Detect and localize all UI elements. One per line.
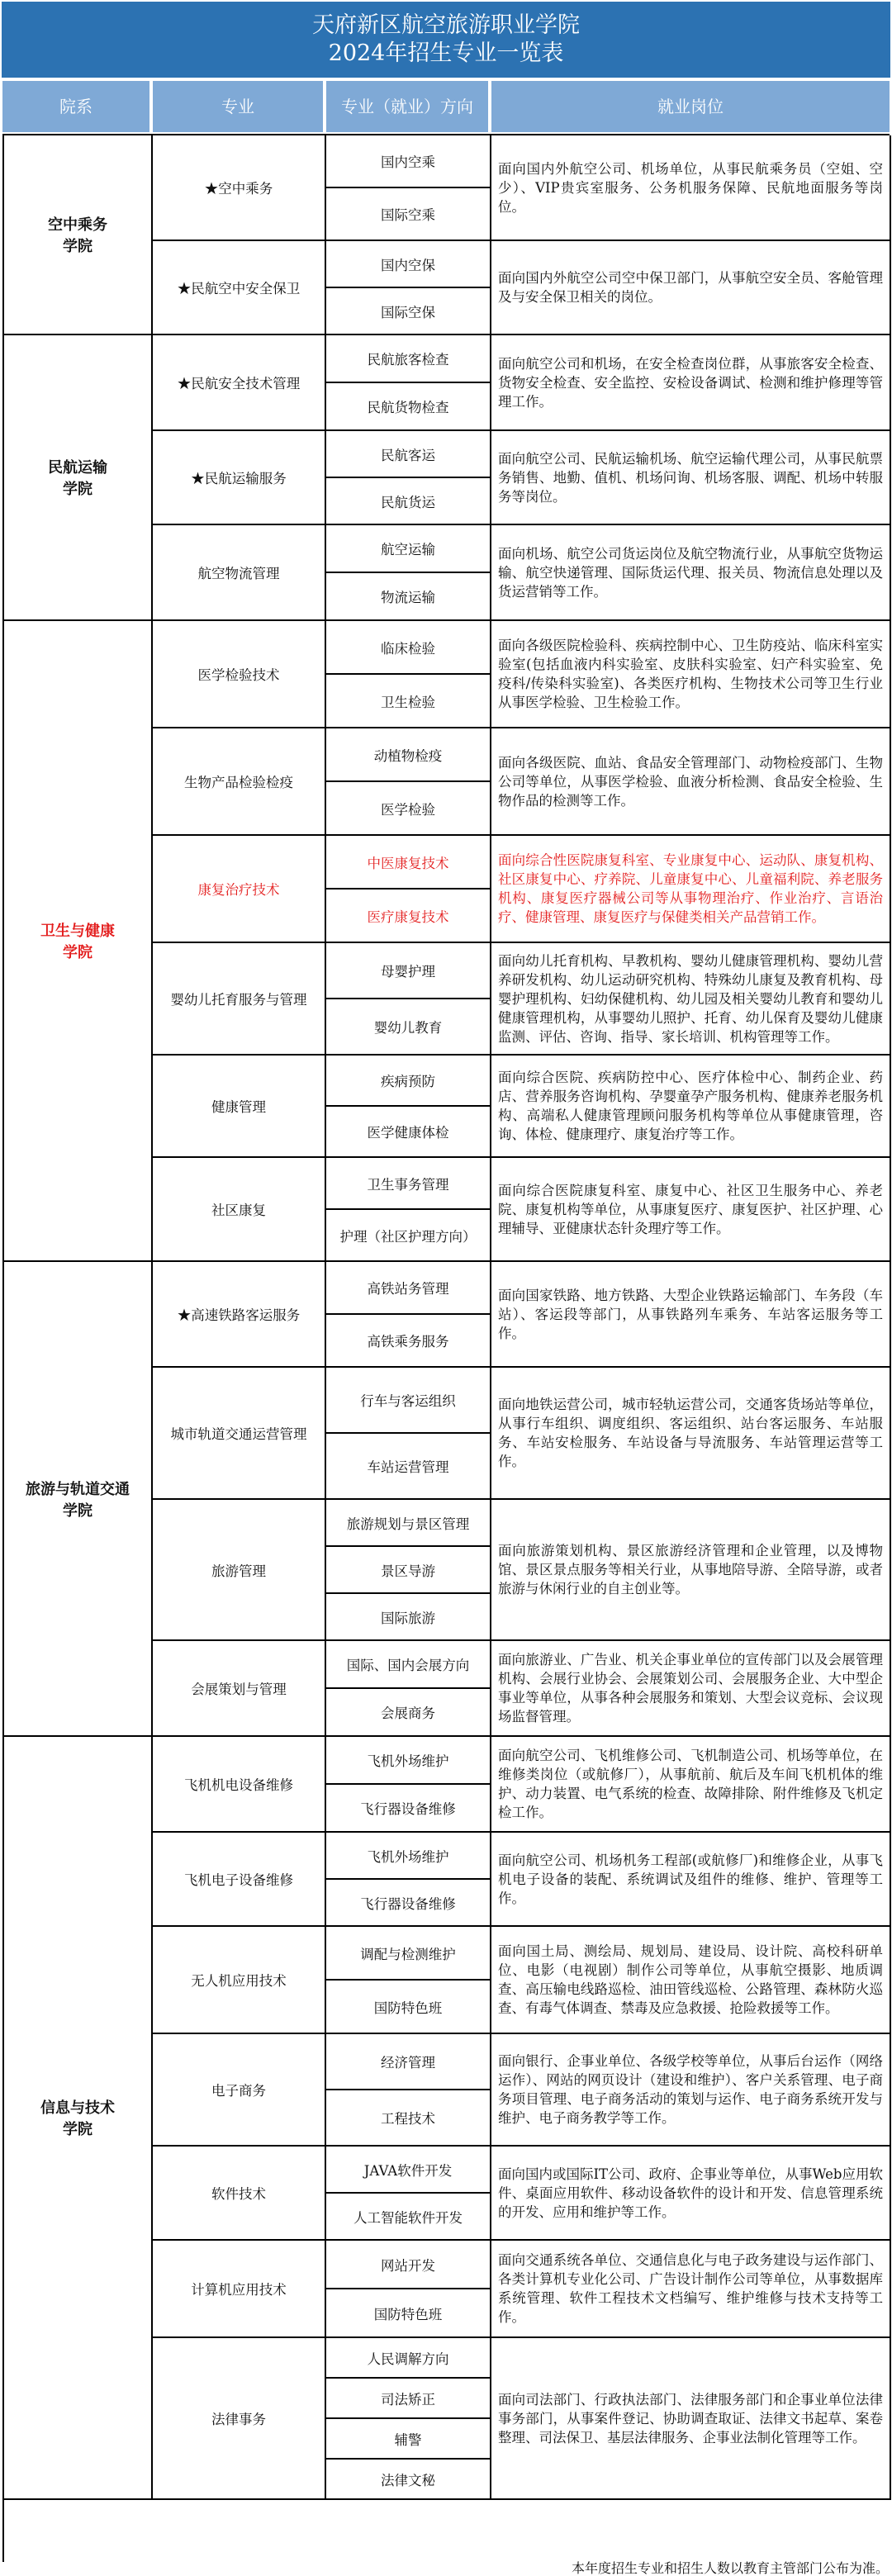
major-cell: 康复治疗技术 [153,836,326,943]
direction-cell: 母婴护理 [326,943,491,999]
direction-cell: 飞机外场维护 [326,1737,491,1785]
jobs-cell: 面向旅游策划机构、景区旅游经济管理和企业管理，以及博物馆、景区景点服务等相关行业，从事地陪导游、全陪导游，或者旅游与休闲行业的自主创业等。 [491,1500,891,1641]
major-cell: 婴幼儿托育服务与管理 [153,943,326,1056]
direction-cell: 中医康复技术 [326,836,491,890]
major-cell: 无人机应用技术 [153,1927,326,2034]
jobs-cell: 面向地铁运营公司，城市轻轨运营公司，交通客货场站等单位，从事行车组织、调度组织、客运组织、站台客运服务、车站服务、车站安检服务、车站设备与导流服务、车站管理运营等工作。 [491,1368,891,1500]
direction-cell: 民航货运 [326,478,491,525]
jobs-cell: 面向国内外航空公司、机场单位，从事民航乘务员（空姐、空少）、VIP贵宾室服务、公务机服务保障、民航地面服务等岗位。 [491,135,891,241]
school-name: 天府新区航空旅游职业学院 [312,12,580,38]
direction-cell: 医学检验 [326,782,491,836]
jobs-cell: 面向国内外航空公司空中保卫部门，从事航空安全员、客舱管理及与安全保卫相关的岗位。 [491,241,891,335]
jobs-cell: 面向各级医院、血站、食品安全管理部门、动物检疫部门、生物公司等单位，从事医学检验、血液分析检测、食品安全检验、生物作品的检测等工作。 [491,728,891,836]
direction-cell: 国际空乘 [326,188,491,241]
direction-cell: 国防特色班 [326,1981,491,2034]
jobs-cell: 面向航空公司、机场机务工程部(或航修厂)和维修企业，从事飞机电子设备的装配、系统调试及组件的维修、维护、管理等工作。 [491,1833,891,1927]
jobs-cell: 面向司法部门、行政执法部门、法律服务部门和企事业单位法律事务部门，从事案件登记、协助调查取证、法律文书起草、案卷整理、司法保卫、基层法律服务、企事业法制化管理等工作。 [491,2338,891,2500]
major-cell: 社区康复 [153,1158,326,1262]
direction-cell: 会展商务 [326,1689,491,1737]
jobs-cell: 面向国土局、测绘局、规划局、建设局、设计院、高校科研单位、电影（电视剧）制作公司等单位，从事航空摄影、地质调查、高压输电线路巡检、油田管线巡检、公路管理、森林防火巡查、有毒气体调查、禁毒及应急救援、抢险救援等工作。 [491,1927,891,2034]
major-cell: 航空物流管理 [153,525,326,621]
direction-cell: 国内空乘 [326,135,491,188]
college-cell: 旅游与轨道交通 学院 [4,1262,153,1737]
jobs-cell: 面向国内或国际IT公司、政府、企事业等单位，从事Web应用软件、桌面应用软件、移动设备软件的设计和开发、信息管理系统的开发、应用和维护等工作。 [491,2147,891,2241]
direction-cell: 高铁乘务服务 [326,1315,491,1368]
direction-cell: 航空运输 [326,525,491,573]
major-cell: ★民航安全技术管理 [153,335,326,431]
jobs-cell: 面向各级医院检验科、疾病控制中心、卫生防疫站、临床科室实验室(包括血液内科实验室、皮肤科实验室、妇产科实验室、免疫科/传染科实验室)、各类医疗机构、生物技术公司等卫生行业从事医学检验、卫生检验工作。 [491,621,891,728]
jobs-cell: 面向银行、企事业单位、各级学校等单位，从事后台运作（网络运作）、网站的网页设计（建设和维护）、客户关系管理、电子商务项目管理、电子商务活动的策划与运作、电子商务系统开发与维护、电子商务教学等工作。 [491,2034,891,2147]
direction-cell: 飞机外场维护 [326,1833,491,1880]
jobs-cell: 面向国家铁路、地方铁路、大型企业铁路运输部门、车务段（车站）、客运段等部门，从事铁路列车乘务、车站客运服务等工作。 [491,1262,891,1368]
major-cell: 会展策划与管理 [153,1641,326,1737]
jobs-cell: 面向综合医院康复科室、康复中心、社区卫生服务中心、养老院、康复机构等单位，从事康复医疗、康复医护、社区护理、心理辅导、亚健康状态针灸理疗等工作。 [491,1158,891,1262]
major-cell: 计算机应用技术 [153,2241,326,2338]
header-college: 院系 [2,81,149,132]
direction-cell: 人工智能软件开发 [326,2194,491,2241]
direction-cell: 物流运输 [326,573,491,621]
footer-note: 本年度招生专业和招生人数以教育主管部门公布为准。 [571,2560,889,2576]
direction-cell: 国际空保 [326,288,491,335]
direction-cell: 国防特色班 [326,2289,491,2338]
direction-cell: 法律文秘 [326,2460,491,2500]
major-cell: 法律事务 [153,2338,326,2500]
direction-cell: 民航客运 [326,431,491,478]
jobs-cell: 面向航空公司、民航运输机场、航空运输代理公司，从事民航票务销售、地勤、值机、机场问询、机场客服、调配、机场中转服务等岗位。 [491,431,891,525]
direction-cell: 飞行器设备维修 [326,1785,491,1833]
direction-cell: 护理（社区护理方向） [326,1210,491,1262]
major-cell: 飞机电子设备维修 [153,1833,326,1927]
direction-cell: 国内空保 [326,241,491,288]
direction-cell: 景区导游 [326,1547,491,1594]
direction-cell: 民航货物检查 [326,383,491,431]
college-cell: 卫生与健康 学院 [4,621,153,1262]
direction-cell: 司法矫正 [326,2379,491,2419]
major-cell: 飞机机电设备维修 [153,1737,326,1833]
jobs-cell: 面向交通系统各单位、交通信息化与电子政务建设与运作部门、各类计算机专业化公司、广告设计制作公司等单位，从事数据库系统管理、软件工程技术文档编写、维护维修与技术支持等工作。 [491,2241,891,2338]
direction-cell: 动植物检疫 [326,728,491,782]
jobs-cell: 面向综合性医院康复科室、专业康复中心、运动队、康复机构、社区康复中心、疗养院、儿童康复中心、儿童福利院、养老服务机构、康复医疗器械公司等从事物理治疗、作业治疗、言语治疗、健康管理、康复医疗与保健类相关产品营销工作。 [491,836,891,943]
direction-cell: JAVA软件开发 [326,2147,491,2194]
major-cell: 健康管理 [153,1056,326,1158]
direction-cell: 国际旅游 [326,1594,491,1641]
direction-cell: 民航旅客检查 [326,335,491,383]
major-cell: 医学检验技术 [153,621,326,728]
direction-cell: 疾病预防 [326,1056,491,1107]
major-cell: ★空中乘务 [153,135,326,241]
direction-cell: 工程技术 [326,2090,491,2147]
direction-cell: 卫生事务管理 [326,1158,491,1210]
jobs-cell: 面向综合医院、疾病防控中心、医疗体检中心、制药企业、药店、营养服务咨询机构、孕婴童孕产服务机构、健康养老服务机构、高端私人健康管理顾问服务机构等单位从事健康管理，咨询、体检、健康理疗、康复治疗等工作。 [491,1056,891,1158]
major-cell: 城市轨道交通运营管理 [153,1368,326,1500]
college-cell: 民航运输 学院 [4,335,153,621]
direction-cell: 医学健康体检 [326,1107,491,1158]
jobs-cell: 面向航空公司和机场，在安全检查岗位群，从事旅客安全检查、货物安全检查、安全监控、安检设备调试、检测和维护修理等管理工作。 [491,335,891,431]
direction-cell: 调配与检测维护 [326,1927,491,1981]
college-cell: 空中乘务 学院 [4,135,153,335]
jobs-cell: 面向旅游业、广告业、机关企事业单位的宣传部门以及会展管理机构、会展行业协会、会展策划公司、会展服务企业、大中型企事业等单位，从事各种会展服务和策划、大型会议竞标、会议现场监督管理。 [491,1641,891,1737]
college-cell: 信息与技术 学院 [4,1737,153,2500]
direction-cell: 辅警 [326,2419,491,2460]
page-title-banner [2,2,890,78]
majors-table [2,134,890,2562]
direction-cell: 临床检验 [326,621,491,675]
direction-cell: 人民调解方向 [326,2338,491,2379]
major-cell: ★民航运输服务 [153,431,326,525]
direction-cell: 国际、国内会展方向 [326,1641,491,1689]
major-cell: 旅游管理 [153,1500,326,1641]
major-cell: 电子商务 [153,2034,326,2147]
major-cell: ★民航空中安全保卫 [153,241,326,335]
jobs-cell: 面向机场、航空公司货运岗位及航空物流行业，从事航空货物运输、航空快递管理、国际货运代理、报关员、物流信息处理以及货运营销等工作。 [491,525,891,621]
direction-cell: 婴幼儿教育 [326,999,491,1056]
jobs-cell: 面向幼儿托育机构、早教机构、婴幼儿健康管理机构、婴幼儿营养研发机构、幼儿运动研究机构、特殊幼儿康复及教育机构、母婴护理机构、妇幼保健机构、幼儿园及相关婴幼儿教育和婴幼儿健康管理机构，从事婴幼儿照护、托育、幼儿保育及婴幼儿健康监测、评估、咨询、指导、家长培训、机构管理等工作。 [491,943,891,1056]
direction-cell: 飞行器设备维修 [326,1880,491,1927]
header-direction: 专业（就业）方向 [326,81,488,132]
direction-cell: 行车与客运组织 [326,1368,491,1434]
direction-cell: 经济管理 [326,2034,491,2090]
direction-cell: 旅游规划与景区管理 [326,1500,491,1547]
jobs-cell: 面向航空公司、飞机维修公司、飞机制造公司、机场等单位，在维修类岗位（或航修厂），从事航前、航后及车间飞机机体的维护、动力装置、电气系统的检查、故障排除、附件维修及飞机定检工作。 [491,1737,891,1833]
direction-cell: 高铁站务管理 [326,1262,491,1315]
table-title: 2024年招生专业一览表 [328,40,564,66]
major-cell: 软件技术 [153,2147,326,2241]
direction-cell: 车站运营管理 [326,1434,491,1500]
major-cell: 生物产品检验检疫 [153,728,326,836]
direction-cell: 医疗康复技术 [326,890,491,943]
header-jobs: 就业岗位 [491,81,890,132]
direction-cell: 网站开发 [326,2241,491,2289]
major-cell: ★高速铁路客运服务 [153,1262,326,1368]
header-major: 专业 [153,81,323,132]
direction-cell: 卫生检验 [326,675,491,728]
